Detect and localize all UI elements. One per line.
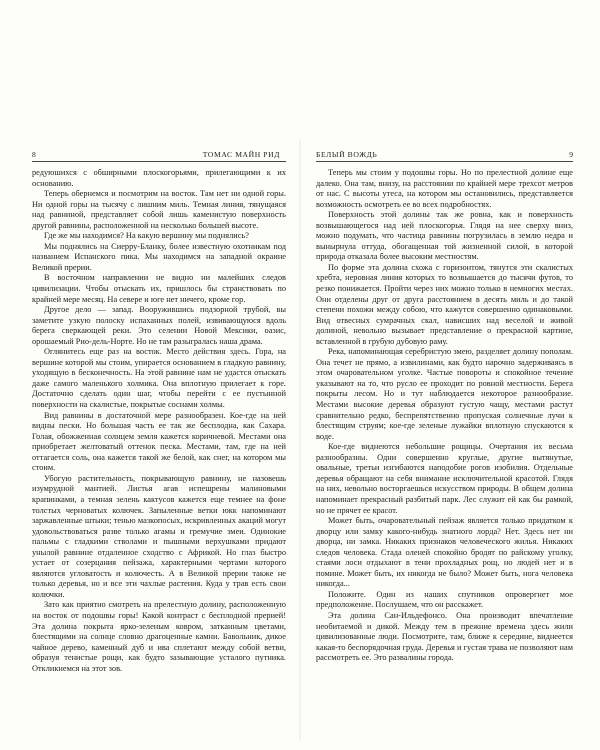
paragraph: Теперь мы стоим у подошвы горы. Но по прелестной долине еще далеко. Она там, внизу, на расстоянии по крайней мере трехсот метров от нас. С высоты утеса, на котором мы остановились, представляется возможность осмотреть ее во всех подробностях. xyxy=(316,168,573,209)
paragraph: Положите. Один из наших спутников опровергнет мое предположение. Послушаем, что он расскажет. xyxy=(316,589,573,610)
paragraph: Река, напоминающая серебристую змею, разделяет долину пополам. Она течет не прямо, а извилинами, как будто нарочно задерживаясь в этом очаровательном уголке. Частые повороты и спокойное течение указывают на то, что русло ее проходит по ровной местности. Берега покрыты лесом. Но и тут наблюдается некоторое разнообразие. Местами высокие деревья образуют густую чащу, местами растут сравнительно редко, беспрепятственно пропуская солнечные лучи к блестящим струям; кое-где зеленые лужайки вплотную спускаются к воде. xyxy=(316,347,573,441)
paragraph: Где же мы находимся? На какую вершину мы поднялись? xyxy=(44,231,249,241)
page-number: 9 xyxy=(569,150,573,159)
paragraph: Другое дело — запад. Вооружившись подзорной трубой, вы заметите узкую полоску испаханных полей, извивающуюся вдоль берега сверкающей реки. Это селении Новой Мексики, оазис, орошаемый Рио-дель-Норте. Но не там разыгралась наша драма. xyxy=(32,305,286,346)
left-page-body xyxy=(32,168,286,674)
page-number: 8 xyxy=(32,150,36,159)
right-page-header xyxy=(316,150,573,162)
left-page-header xyxy=(32,150,286,162)
paragraph: В восточном направлении не видно ни малейших следов цивилизации. Чтобы отыскать их, пришлось бы странствовать по крайней мере месяц. На севере и юге нет ничего, кроме гор. xyxy=(32,273,286,304)
paragraph: Оглянитесь еще раз на восток. Место действия здесь. Гора, на вершине которой мы стоим, упирается основанием в гладкую равнину, уходящую в бесконечность. На этой равнине нам не удастся отыскать даже самого маленького холмика. Она вплотную прилегает к горе. Достаточно сделать один шаг, чтобы перейти с ее пустынной поверхности на скалистые, покрытые соснами холмы. xyxy=(32,347,286,410)
right-page-body xyxy=(316,168,573,664)
paragraph: Теперь обернемся и посмотрим на восток. Там нет ни одной горы. Ни одной горы на тысячу с лишним миль. Темная линия, тянущаяся над равниной, представляет собой лишь каменистую поверхность другой равнины, расположенной на несколько большей высоте. xyxy=(32,189,286,230)
paragraph: По форме эта долина схожа с горизонтом, тянутся эти скалистых хребта, неровная линия которых то возвышается до тысячи футов, то резко понижается. Пройти через них можно только в немногих местах. Они отделены друг от друга расстоянием в десять миль и до такой степени похожи между собою, что кажутся совершенно одинаковыми. Вид отвесных сумрачных скал, нависших над веселой и живой долиной, невольно вызывает представление о прекрасной картине, вставленной в грубую дубовую раму. xyxy=(316,262,573,346)
paragraph: Зато как приятно смотреть на прелестную долину, расположенную на восток от подошвы горы! Какой контраст с бесплодной прерией! Эта долина покрыта ярко-зеленым ковром, затканным цветами, блестящими на солнце словно драгоценные камни. Бавольник, дикое чайное дерево, каменный дуб и ива сплетают между собой ветви, образуя тенистые рощи, как будто зазывающие усталого путника. Откликнемся на этот зов. xyxy=(32,600,286,673)
paragraph: Убогую растительность, покрывающую равнину, не назовешь изумрудной мантией. Листья агав испещрены малиновыми крапинками, а темная зелень кактусов кажется еще темнее на фоне толстых черноватых колючек. Запыленные ветки юкк напоминают заржавленные штыки; тенью мазкопосых, искривленных акаций могут удовольствоваться разве только агамы и гремучие змеи. Одинокие пальмы с гладкими стволами и пышными верхушками придают унылой равнине отдаленное сходство с Африкой. Но глаз быстро устает от созерцания пейзажа, характерными чертами которого являются угловатость и колючесть. А в Великой прерии также не только деревья, но и все эти чахлые растения. Куда у трав есть свои колючки. xyxy=(32,473,286,599)
right-page xyxy=(300,0,600,750)
paragraph: редуюшихся с обширными плоскогорьями, прилегающими к их основанию. xyxy=(32,168,286,188)
paragraph: Поверхность этой долины так же ровна, как и поверхность возвышающегося над ней плоскогорья. Глядя на нее сверху вниз, можно подумать, что частица равнины погрузилась в землю недра и вынырнула оттуда, обогащенная той жизненной силой, в которой природа отказала более высоким местностям. xyxy=(316,210,573,262)
paragraph: Вид равнины в достаточной мере разнообразен. Кое-где на ней видны пески. Но большая часть ее так же бесплодна, как Сахара. Голая, обожженная солнцем земля кажется коричневой. Местами она приобретает желтоватый оттенок песка. Местами, там, где на ней оттагается соль, она кажется такой же белой, как снег, на котором мы стоим. xyxy=(32,410,286,473)
running-head: ТОМАС МАЙН РИД xyxy=(202,150,280,159)
paragraph: Кое-где виднеются небольшие рощицы. Очертания их весьма разнообразны. Одни совершенно круглые, другие вытянутые, овальные, третьи изгибаются наподобие рогов изобилия. Отдельные деревья обращают на себя внимание исключительной красотой. Глядя на них, невольно восторгаешься искусством природы. В общем долина напоминает прекрасный разбитый парк. Лес служит ей как бы рамкой, но не прячет ее красот. xyxy=(316,442,573,515)
paragraph: Может быть, очаровательный пейзаж является только придатком к дворцу или замку какого-нибудь знатного лорда? Нет. Здесь нет ни дворца, ни замка. Никаких признаков человеческого жилья. Никаких следов человека. Стада оленей спокойно бродят по райскому уголку, стаями лоси отдыхают в тени прохладных рощ, но людей нет и в помине. Может быть, их никогда не было? Может быть, нога человека никогда... xyxy=(316,516,573,589)
paragraph: Эта долина Сан-Ильдефонсо. Она производит впечатление необитаемой и дикой. Между тем в прежние времена здесь жили цивилизованные люди. Посмотрите, там, ближе к середине, виднеется какая-то беспорядочная груда. Деревья и густая трава не позволяют нам рассмотреть ее. Это развалины города. xyxy=(316,610,573,663)
paragraph: Мы поднялись на Сиерру-Бланку, более известную охотникам под названием Испанского пика. Мы находимся на западной окраине Великой прерии. xyxy=(32,241,286,272)
running-head: БЕЛЫЙ ВОЖДЬ xyxy=(316,150,378,159)
